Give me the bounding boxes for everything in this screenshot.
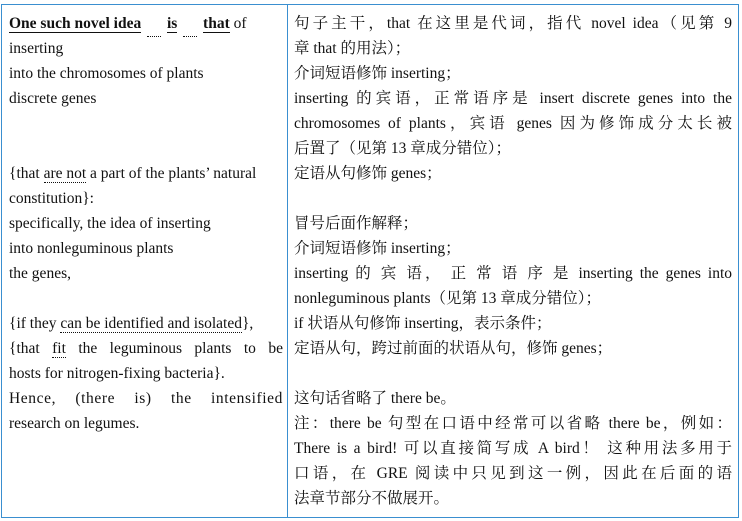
right-line-19: 口语，在 GRE 阅读中只见到这一例，因此在后面的语: [294, 465, 732, 482]
that-clause-open: {that: [9, 340, 53, 357]
right-line-18: There is a bird! 可以直接简写成 A bird！ 这种用法多用于: [294, 440, 732, 457]
left-line-14: [9, 336, 283, 361]
right-line-7: 定语从句修饰 genes；: [294, 165, 442, 182]
spacer: [9, 286, 283, 311]
if-clause-close: },: [241, 315, 254, 332]
chinese-column: [288, 5, 738, 517]
right-line-9: 冒号后面作解释；: [294, 215, 419, 232]
english-column: [2, 5, 288, 517]
spacer: [9, 111, 283, 136]
subject-phrase: One such novel idea: [9, 15, 142, 32]
left-line-13: [9, 311, 283, 336]
left-line-8: constitution}:: [9, 190, 94, 207]
right-line-6: 后置了（见第 13 章成分错位）；: [294, 140, 512, 157]
right-line-5: chromosomes of plants，宾语 genes 因为修饰成分太长被: [294, 115, 732, 132]
left-line-9: specifically, the idea of inserting: [9, 215, 211, 232]
right-line-2: 章 that 的用法）；: [294, 40, 411, 57]
spacer: [9, 136, 283, 161]
left-line-4: discrete genes: [9, 90, 97, 107]
right-line-10: 介词短语修饰 inserting；: [294, 240, 461, 257]
left-line-10: into nonleguminous plants: [9, 240, 174, 257]
left-line-15: hosts for nitrogen-fixing bacteria}.: [9, 365, 225, 382]
right-line-3: 介词短语修饰 inserting；: [294, 65, 461, 82]
verb-can-be-identified: can be identified and isolated: [60, 315, 242, 332]
right-line-12: nonleguminous plants（见第 13 章成分错位）；: [294, 290, 601, 307]
ellipsis-mark: [183, 24, 197, 37]
verb-fit: fit: [52, 340, 66, 357]
left-line-16: Hence, (there is) the intensified: [9, 390, 283, 407]
right-line-14: 定语从句，跨过前面的状语从句，修饰 genes；: [294, 340, 613, 357]
that-clause-rest: the leguminous plants to be: [65, 340, 283, 357]
verb-is: is: [166, 15, 178, 32]
right-line-4: inserting 的宾语，正常语序是 insert discrete genes into the: [294, 90, 732, 107]
right-line-11: inserting 的 宾 语， 正 常 语 序 是 inserting the genes into: [294, 265, 732, 282]
left-line-11: the genes,: [9, 265, 71, 282]
left-line-7: [9, 161, 283, 186]
right-line-17: 注：there be 句型在口语中经常可以省略 there be，例如：: [294, 415, 732, 432]
left-line-17: research on legumes.: [9, 415, 140, 432]
verb-are-not: are not: [43, 165, 87, 182]
predicative-that: that: [203, 15, 230, 32]
clause-rest: a part of the plants’ natural: [86, 165, 257, 182]
left-line-2: inserting: [9, 40, 64, 57]
left-line-1-tail: of: [229, 15, 247, 32]
spacer: [294, 186, 732, 211]
left-line-3: into the chromosomes of plants: [9, 65, 204, 82]
right-line-1: 句子主干，that 在这里是代词，指代 novel idea（见第 9: [294, 15, 732, 32]
ellipsis-mark: [147, 24, 161, 37]
clause-open: {that: [9, 165, 44, 182]
right-line-16: 这句话省略了 there be。: [294, 390, 456, 407]
right-line-13: if 状语从句修饰 inserting，表示条件；: [294, 315, 552, 332]
left-line-1: [9, 11, 283, 36]
spacer: [294, 361, 732, 386]
right-line-20: 法章节部分不做展开。: [294, 490, 450, 507]
analysis-table: [1, 4, 739, 518]
if-clause-open: {if they: [9, 315, 61, 332]
